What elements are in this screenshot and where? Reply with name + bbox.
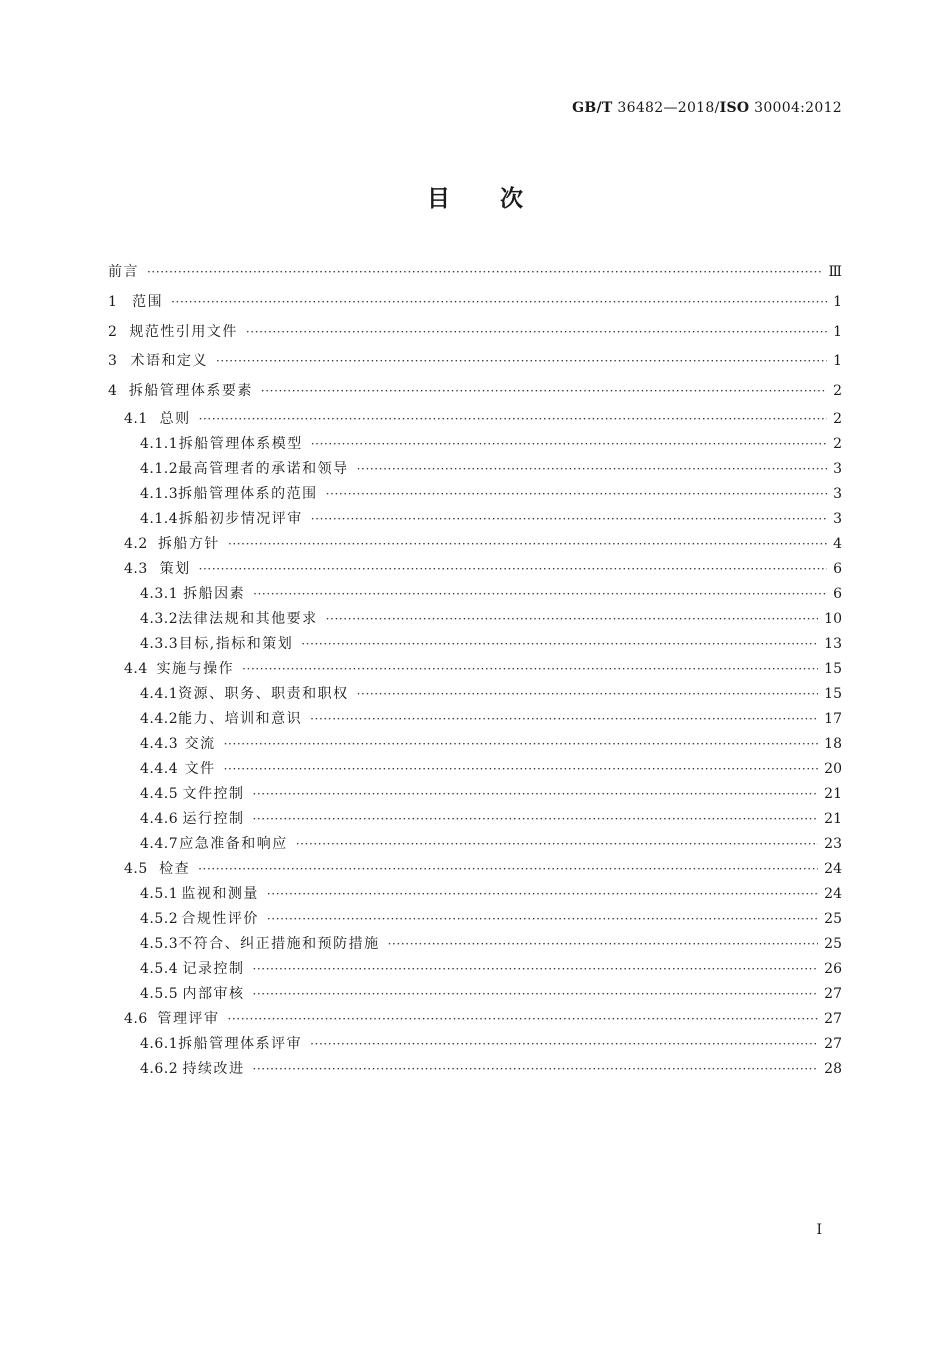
toc-entry[interactable]: [108, 1057, 842, 1082]
dot-leader: [326, 482, 827, 507]
toc-entry-title: 文件: [184, 760, 216, 777]
toc-entry[interactable]: [108, 377, 842, 407]
toc-entry-title: 能力、培训和意识: [178, 710, 303, 727]
toc-entry-page: 3: [833, 485, 842, 502]
toc-entry-page: 20: [824, 760, 842, 777]
dot-leader: [310, 707, 818, 732]
toc-entry-number: 4.3.2: [140, 610, 179, 627]
standard-number: 36482—2018/: [612, 100, 720, 116]
toc-entry-number: 4.5.3: [140, 935, 179, 952]
toc-entry[interactable]: [108, 732, 842, 757]
dot-leader: [357, 682, 819, 707]
toc-entry-page: 2: [833, 435, 842, 452]
toc-entry-title: 管理评审: [157, 1010, 220, 1027]
toc-entry[interactable]: [108, 707, 842, 732]
toc-entry-page: 24: [824, 885, 842, 902]
toc-entry[interactable]: [108, 807, 842, 832]
toc-entry-title: 应急准备和响应: [179, 835, 288, 852]
toc-entry-page: 2: [833, 383, 842, 399]
standard-header: [572, 100, 842, 116]
toc-entry-number: 4.2: [124, 535, 148, 552]
toc-entry-page: 15: [824, 685, 842, 702]
dot-leader: [199, 407, 827, 432]
toc-entry-page: 21: [824, 785, 842, 802]
toc-entry-title: 拆船管理体系模型: [178, 435, 303, 452]
toc-entry-number: 4.1.3: [140, 485, 179, 502]
toc-entry-number: 4.4.3: [140, 735, 179, 752]
toc-entry-title: 实施与操作: [156, 660, 235, 677]
toc-entry-number: 4.3: [124, 560, 148, 577]
toc-entry-page: 4: [833, 535, 842, 552]
dot-leader: [224, 757, 819, 782]
toc-entry[interactable]: [108, 347, 842, 377]
toc-entry-title: 交流: [184, 735, 216, 752]
toc-entry-title: 合规性评价: [181, 910, 259, 927]
toc-entry-title: 目标,指标和策划: [178, 635, 294, 652]
dot-leader: [252, 982, 818, 1007]
toc-entry-number: 4.3.1: [140, 585, 179, 602]
dot-leader: [198, 857, 818, 882]
toc-entry-number: 4.5.1: [140, 885, 179, 902]
toc-entry[interactable]: [108, 432, 842, 457]
toc-entry-title: 最高管理者的承诺和领导: [178, 460, 349, 477]
toc-entry[interactable]: [108, 607, 842, 632]
toc-entry-page: 15: [824, 660, 842, 677]
toc-entry-title: 术语和定义: [130, 353, 208, 370]
toc-entry-number: 4.4.4: [140, 760, 179, 777]
toc-entry-page: 1: [833, 353, 842, 370]
toc-entry-page: 2: [833, 410, 842, 427]
toc-entry[interactable]: [108, 288, 842, 318]
toc-entry[interactable]: [108, 482, 842, 507]
toc-entry[interactable]: [108, 407, 842, 432]
toc-entry-number: 4.4: [124, 660, 148, 677]
table-of-contents: [108, 258, 842, 1082]
toc-entry[interactable]: [108, 857, 842, 882]
toc-entry[interactable]: [108, 258, 842, 288]
toc-entry-title: 持续改进: [182, 1060, 245, 1077]
toc-entry-page: 25: [824, 910, 842, 927]
dot-leader: [296, 832, 818, 857]
toc-entry-number: 4.1.1: [140, 435, 179, 452]
dot-leader: [227, 1007, 818, 1032]
toc-entry-page: 10: [824, 610, 842, 627]
toc-entry-title: 监视和测量: [181, 885, 259, 902]
toc-entry-number: 4.6: [124, 1010, 148, 1027]
toc-entry-page: 27: [824, 985, 842, 1002]
toc-entry[interactable]: [108, 632, 842, 657]
dot-leader: [252, 807, 818, 832]
toc-entry-title: 文件控制: [182, 785, 245, 802]
dot-leader: [253, 582, 827, 607]
toc-entry-page: 28: [824, 1060, 842, 1077]
dot-leader: [326, 607, 819, 632]
toc-entry-number: 4.4.2: [140, 710, 179, 727]
toc-entry[interactable]: [108, 982, 842, 1007]
dot-leader: [310, 1032, 818, 1057]
toc-entry-page: Ⅲ: [828, 264, 842, 280]
dot-leader: [246, 318, 827, 348]
dot-leader: [301, 632, 818, 657]
toc-entry[interactable]: [108, 657, 842, 682]
toc-entry-number: 4.1: [124, 410, 148, 427]
toc-entry[interactable]: [108, 1032, 842, 1057]
toc-entry-page: 24: [824, 860, 842, 877]
toc-entry-title: 拆船管理体系的范围: [178, 485, 318, 502]
dot-leader: [311, 507, 827, 532]
toc-entry-page: 6: [833, 560, 842, 577]
toc-entry-title: 检查: [159, 860, 191, 877]
toc-entry-number: 4.4.1: [140, 685, 179, 702]
toc-entry-title: 范围: [132, 293, 164, 310]
toc-entry-title: 运行控制: [182, 810, 245, 827]
toc-entry-number: 4.1.4: [140, 510, 179, 527]
toc-entry-number: 1: [108, 293, 118, 310]
toc-entry-number: 4.5.2: [140, 910, 179, 927]
toc-entry-page: 27: [824, 1035, 842, 1052]
toc-entry-page: 3: [833, 460, 842, 477]
toc-entry-page: 26: [824, 960, 842, 977]
dot-leader: [252, 782, 818, 807]
dot-leader: [216, 347, 827, 377]
toc-entry-number: 4.4.5: [140, 785, 179, 802]
toc-entry-page: 3: [833, 510, 842, 527]
toc-entry-title: 拆船因素: [183, 585, 246, 602]
toc-entry-title: 拆船管理体系评审: [178, 1035, 303, 1052]
dot-leader: [171, 288, 827, 318]
toc-entry-title: 策划: [159, 560, 191, 577]
toc-entry-page: 1: [833, 293, 842, 310]
toc-entry-page: 17: [824, 710, 842, 727]
dot-leader: [311, 432, 827, 457]
toc-entry-title: 拆船初步情况评审: [178, 510, 303, 527]
dot-leader: [267, 882, 818, 907]
toc-entry-title: 内部审核: [182, 985, 245, 1002]
toc-title: 目次: [427, 185, 573, 212]
toc-entry-page: 18: [824, 735, 842, 752]
toc-entry[interactable]: [108, 557, 842, 582]
toc-entry-page: 1: [833, 323, 842, 340]
toc-entry-number: 4.3.3: [140, 635, 179, 652]
toc-entry-number: 4.4.6: [140, 810, 179, 827]
iso-prefix: ISO: [719, 100, 750, 116]
dot-leader: [261, 377, 827, 407]
toc-entry-title: 规范性引用文件: [129, 323, 238, 340]
toc-entry[interactable]: [108, 507, 842, 532]
iso-number: 30004:2012: [749, 100, 842, 116]
toc-entry[interactable]: [108, 457, 842, 482]
toc-entry[interactable]: [108, 932, 842, 957]
toc-entry-number: 3: [108, 353, 118, 370]
toc-entry-title: 记录控制: [182, 960, 245, 977]
toc-entry-title: 总则: [159, 410, 191, 427]
toc-entry-number: 2: [108, 323, 118, 340]
dot-leader: [242, 657, 818, 682]
toc-entry-title: 拆船方针: [157, 535, 220, 552]
toc-entry[interactable]: [108, 682, 842, 707]
toc-entry-title: 拆船管理体系要素: [128, 383, 253, 399]
dot-leader: [252, 957, 818, 982]
toc-entry-number: 4.6.1: [140, 1035, 179, 1052]
toc-entry-page: 6: [833, 585, 842, 602]
dot-leader: [388, 932, 819, 957]
toc-entry[interactable]: [108, 582, 842, 607]
toc-entry-title: 不符合、纠正措施和预防措施: [178, 935, 380, 952]
toc-entry-title: 前言: [108, 264, 139, 280]
toc-entry-number: 4.5.5: [140, 985, 179, 1002]
toc-entry-page: 25: [824, 935, 842, 952]
dot-leader: [267, 907, 818, 932]
toc-entry-title: 资源、职务、职责和职权: [178, 685, 349, 702]
toc-entry[interactable]: [108, 882, 842, 907]
toc-entry[interactable]: [108, 1007, 842, 1032]
dot-leader: [252, 1057, 818, 1082]
toc-entry[interactable]: [108, 907, 842, 932]
toc-entry-number: 4.6.2: [140, 1060, 179, 1077]
toc-entry-page: 13: [824, 635, 842, 652]
toc-entry[interactable]: [108, 757, 842, 782]
toc-entry[interactable]: [108, 957, 842, 982]
toc-entry[interactable]: [108, 318, 842, 348]
toc-entry-number: 4.4.7: [140, 835, 179, 852]
dot-leader: [228, 532, 827, 557]
standard-prefix: GB/T: [572, 100, 613, 116]
toc-entry-number: 4.5: [124, 860, 148, 877]
dot-leader: [147, 258, 822, 288]
toc-entry[interactable]: [108, 532, 842, 557]
toc-entry-number: 4.1.2: [140, 460, 179, 477]
toc-entry-number: 4: [108, 383, 118, 399]
toc-entry-page: 27: [824, 1010, 842, 1027]
toc-entry-title: 法律法规和其他要求: [178, 610, 318, 627]
dot-leader: [357, 457, 827, 482]
toc-entry[interactable]: [108, 832, 842, 857]
page-number: I: [816, 1222, 822, 1238]
toc-entry-page: 23: [824, 835, 842, 852]
dot-leader: [224, 732, 819, 757]
toc-entry-page: 21: [824, 810, 842, 827]
toc-entry-number: 4.5.4: [140, 960, 179, 977]
toc-entry[interactable]: [108, 782, 842, 807]
dot-leader: [199, 557, 827, 582]
